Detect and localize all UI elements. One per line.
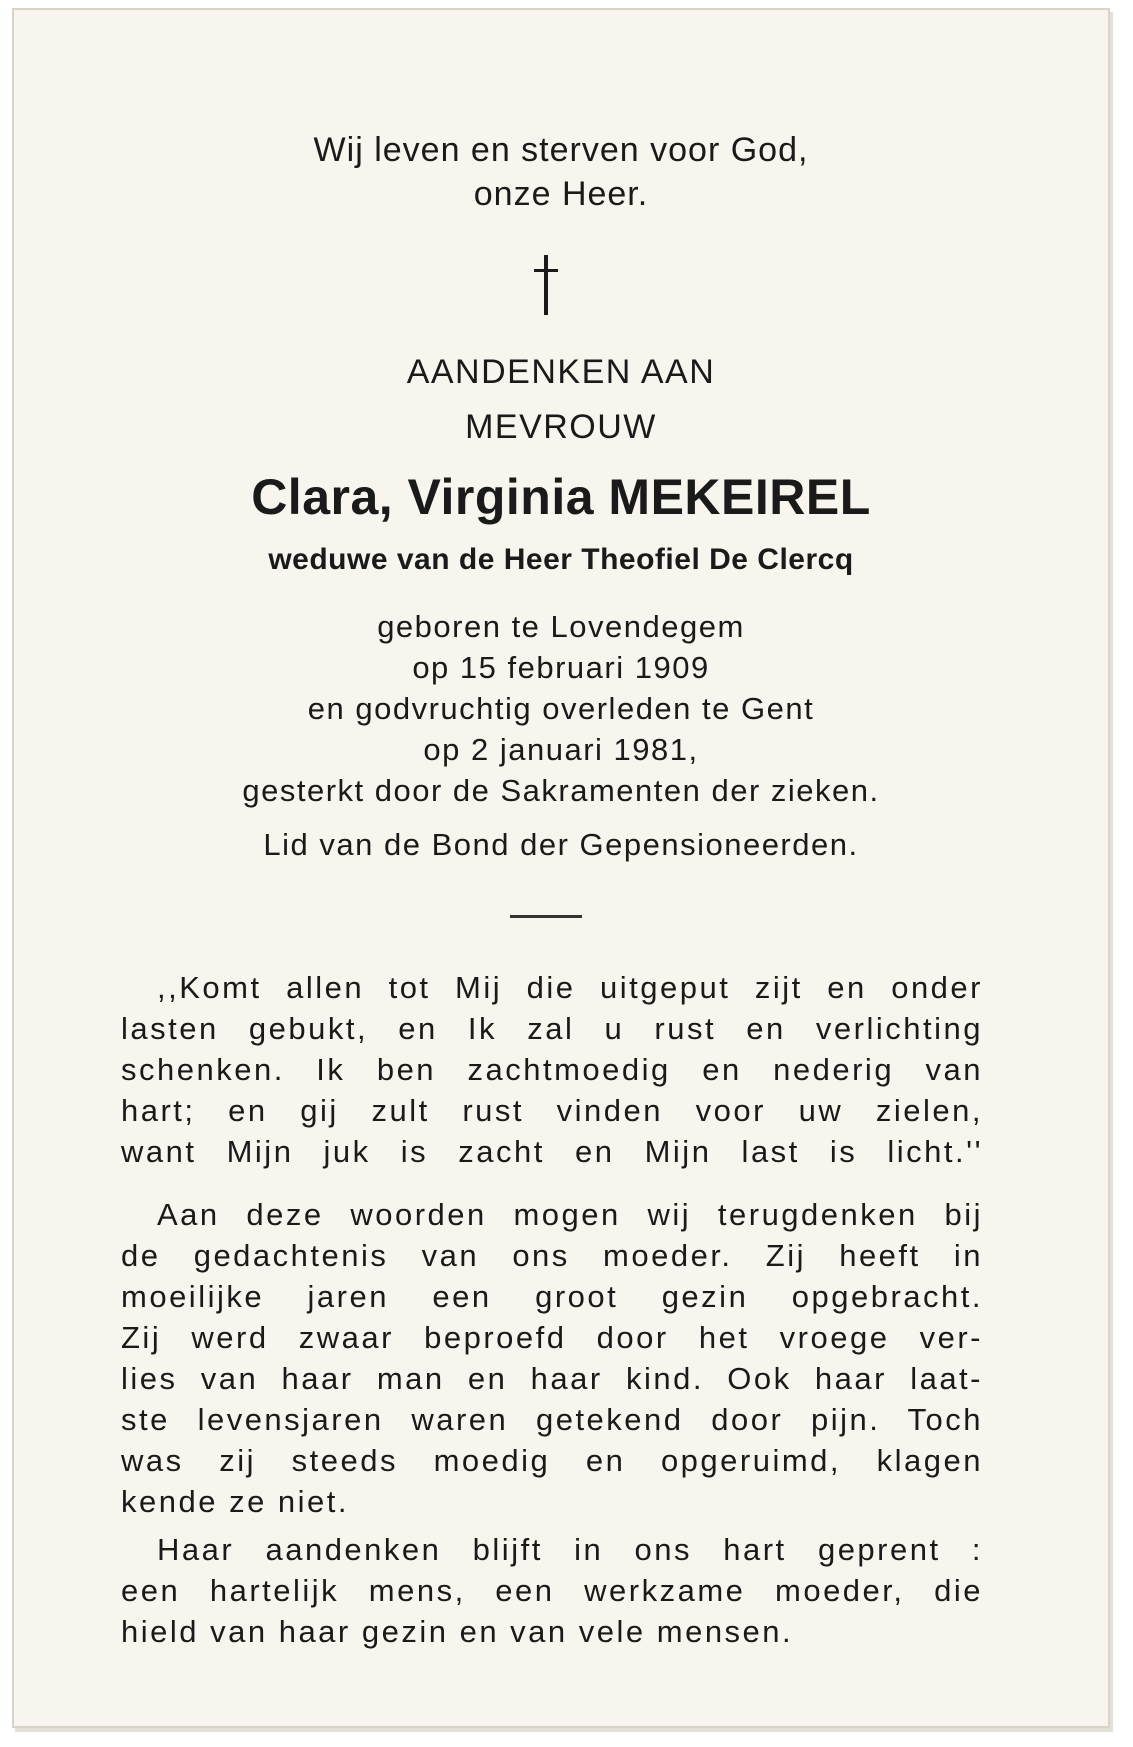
motto-line-1: Wij leven en sterven voor God, (313, 131, 809, 169)
honorific: MEVROUW (465, 408, 657, 446)
motto-line-2: onze Heer. (473, 175, 649, 213)
memory-paragraph (121, 1194, 983, 1522)
memorial-card (12, 8, 1110, 1728)
life-detail-line: op 2 januari 1981, (423, 732, 699, 767)
closing-line: hield van haar gezin en van vele mensen. (121, 1614, 794, 1649)
memory-line: Aan deze woorden mogen wij terugdenken bij (157, 1197, 983, 1232)
memory-line: ste levensjaren waren getekend door pijn. Toch (121, 1402, 983, 1437)
bible-quote (121, 967, 983, 1172)
closing-paragraph (121, 1529, 983, 1652)
memory-line: Zij werd zwaar beproefd door het vroege ver- (121, 1320, 983, 1355)
quote-line: lasten gebukt, en Ik zal u rust en verlichting (121, 1011, 983, 1046)
in-memory-heading: AANDENKEN AAN (406, 353, 716, 391)
quote-line: want Mijn juk is zacht en Mijn last is licht.'' (121, 1134, 983, 1169)
quote-line: schenken. Ik ben zachtmoedig en nederig van (121, 1052, 983, 1087)
life-detail-line: op 15 februari 1909 (412, 650, 710, 685)
quote-line: ,,Komt allen tot Mij die uitgeput zijt en onder (157, 970, 983, 1005)
life-detail-line: geboren te Lovendegem (377, 609, 745, 644)
membership: Lid van de Bond der Gepensioneerden. (263, 827, 859, 862)
deceased-name: Clara, Virginia MEKEIREL (251, 469, 871, 525)
life-details (14, 606, 1108, 811)
widow-of: weduwe van de Heer Theofiel De Clercq (268, 543, 854, 576)
divider (510, 915, 582, 918)
cross-icon (532, 255, 560, 315)
closing-line: een hartelijk mens, een werkzame moeder, die (121, 1573, 983, 1608)
memory-line: lies van haar man en haar kind. Ook haar laat- (121, 1361, 983, 1396)
life-detail-line: gesterkt door de Sakramenten der zieken. (242, 773, 880, 808)
life-detail-line: en godvruchtig overleden te Gent (307, 691, 815, 726)
memory-line: was zij steeds moedig en opgeruimd, klagen (121, 1443, 983, 1478)
memory-line: moeilijke jaren een groot gezin opgebracht. (121, 1279, 983, 1314)
closing-line: Haar aandenken blijft in ons hart geprent : (157, 1532, 983, 1567)
quote-line: hart; en gij zult rust vinden voor uw zielen, (121, 1093, 983, 1128)
memory-line: kende ze niet. (121, 1484, 350, 1519)
motto (14, 128, 1108, 216)
memory-line: de gedachtenis van ons moeder. Zij heeft in (121, 1238, 983, 1273)
